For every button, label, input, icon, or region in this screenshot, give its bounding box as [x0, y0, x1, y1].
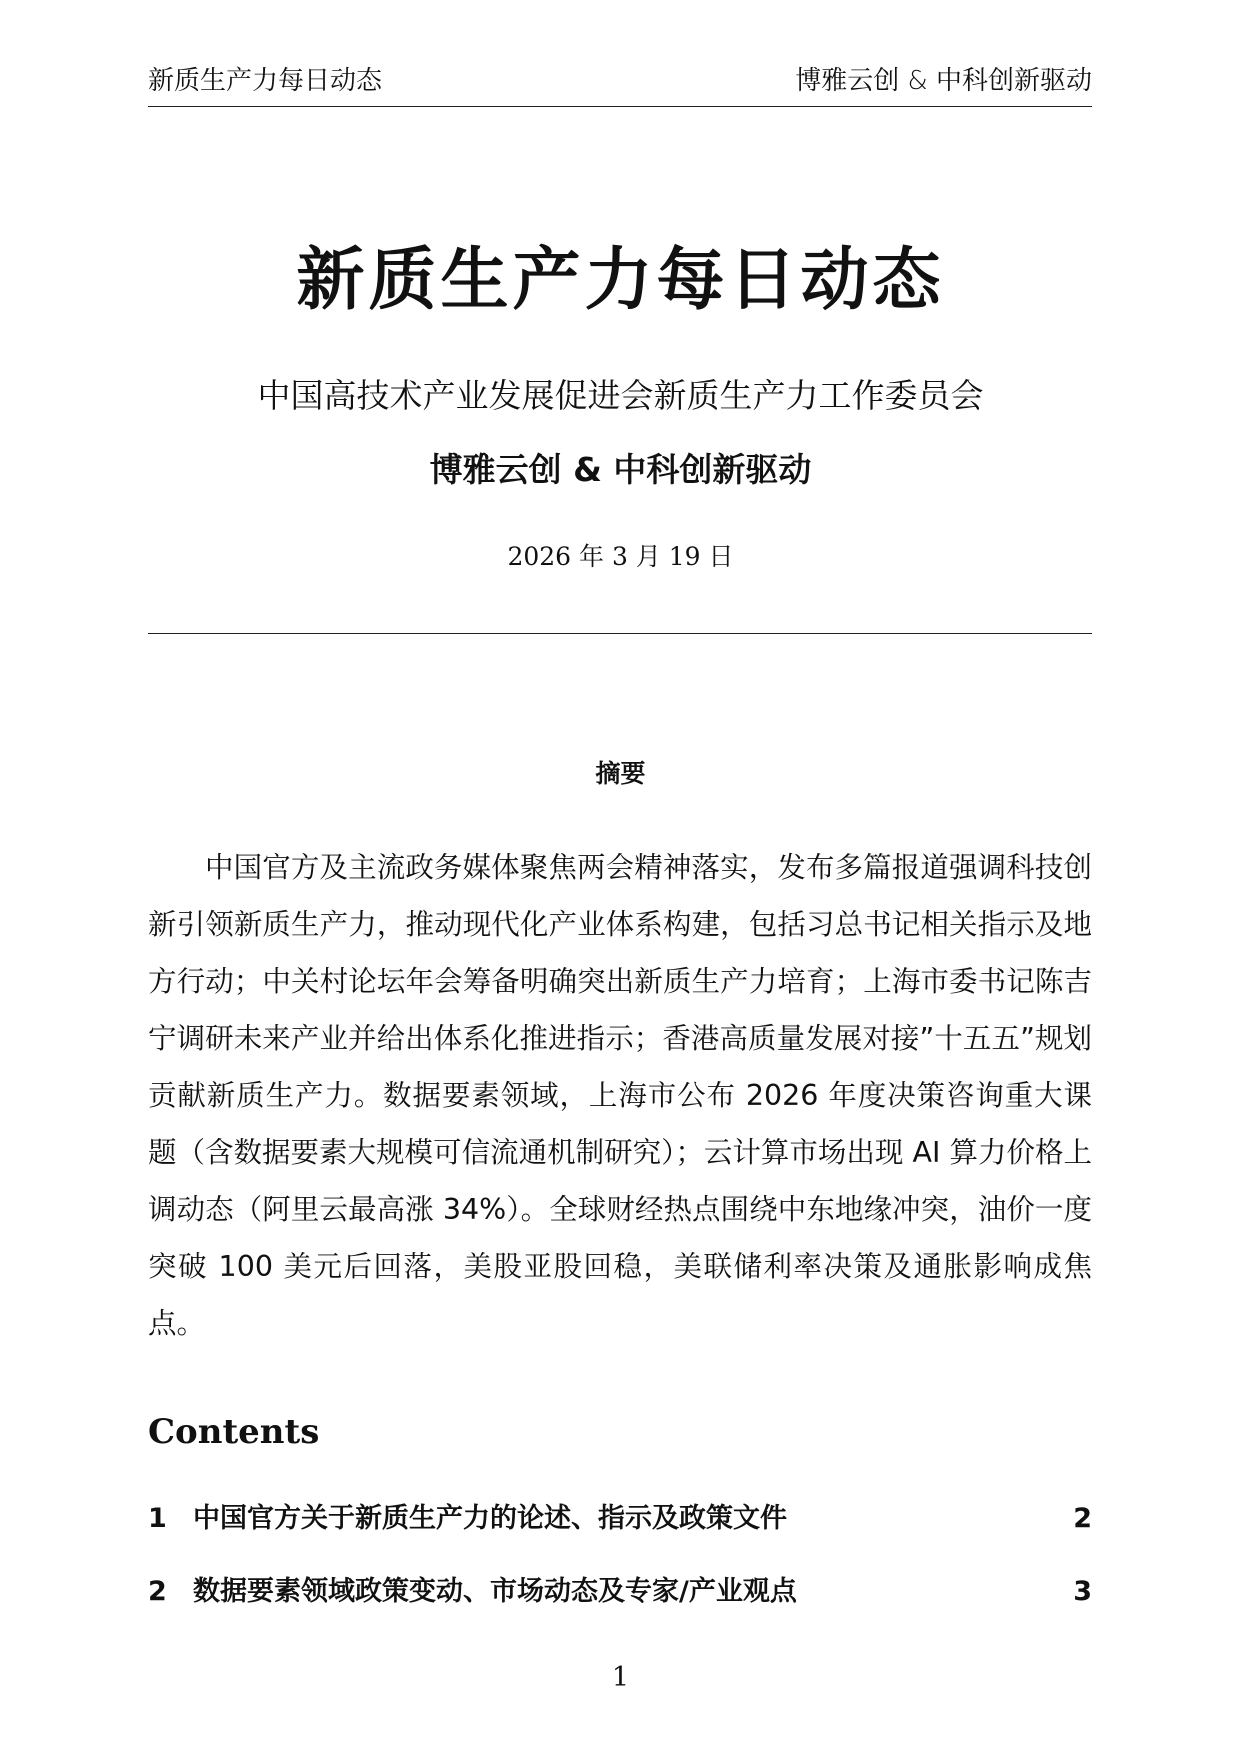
document-subtitle: 中国高技术产业发展促进会新质生产力工作委员会: [257, 376, 984, 415]
toc-entry-page[interactable]: 2: [1073, 1503, 1092, 1534]
document-title: 新质生产力每日动态: [296, 241, 945, 320]
toc-entry-number: 1: [148, 1503, 167, 1534]
toc-entry[interactable]: [148, 1572, 1092, 1612]
title-divider: [148, 633, 1092, 634]
running-header-right: 博雅云创 & 中科创新驱动: [795, 66, 1092, 96]
document-authors: 博雅云创 & 中科创新驱动: [429, 450, 812, 489]
toc-entry[interactable]: [148, 1499, 1092, 1539]
running-header: [148, 66, 1092, 107]
running-header-left: 新质生产力每日动态: [148, 66, 383, 96]
abstract-heading: 摘要: [595, 759, 646, 788]
toc-entry-page[interactable]: 3: [1073, 1576, 1092, 1607]
toc-entry-number: 2: [148, 1576, 167, 1607]
abstract-body: 中国官方及主流政务媒体聚焦两会精神落实，发布多篇报道强调科技创新引领新质生产力，推动现代化产业体系构建，包括习总书记相关指示及地方行动；中关村论坛年会筹备明确突出新质生产力培育；上海市委书记陈吉宁调研未来产业并给出体系化推进指示；香港高质量发展对接”十五五”规划贡献新质生产力。数据要素领域，上海市公布 2026 年度决策咨询重大课题（含数据要素大规模可信流通机制研究）；云计算市场出现 AI 算力价格上调动态（阿里云最高涨 34%）。全球财经热点围绕中东地缘冲突，油价一度突破 100 美元后回落，美股亚股回稳，美联储利率决策及通胀影响成焦点。: [148, 851, 1092, 1340]
document-date: 2026 年 3 月 19 日: [507, 542, 734, 571]
contents-heading: Contents: [148, 1412, 320, 1452]
toc-entry-label[interactable]: 数据要素领域政策变动、市场动态及专家/产业观点: [193, 1576, 797, 1607]
toc-entry-label[interactable]: 中国官方关于新质生产力的论述、指示及政策文件: [193, 1503, 787, 1534]
page-number: 1: [611, 1662, 630, 1693]
